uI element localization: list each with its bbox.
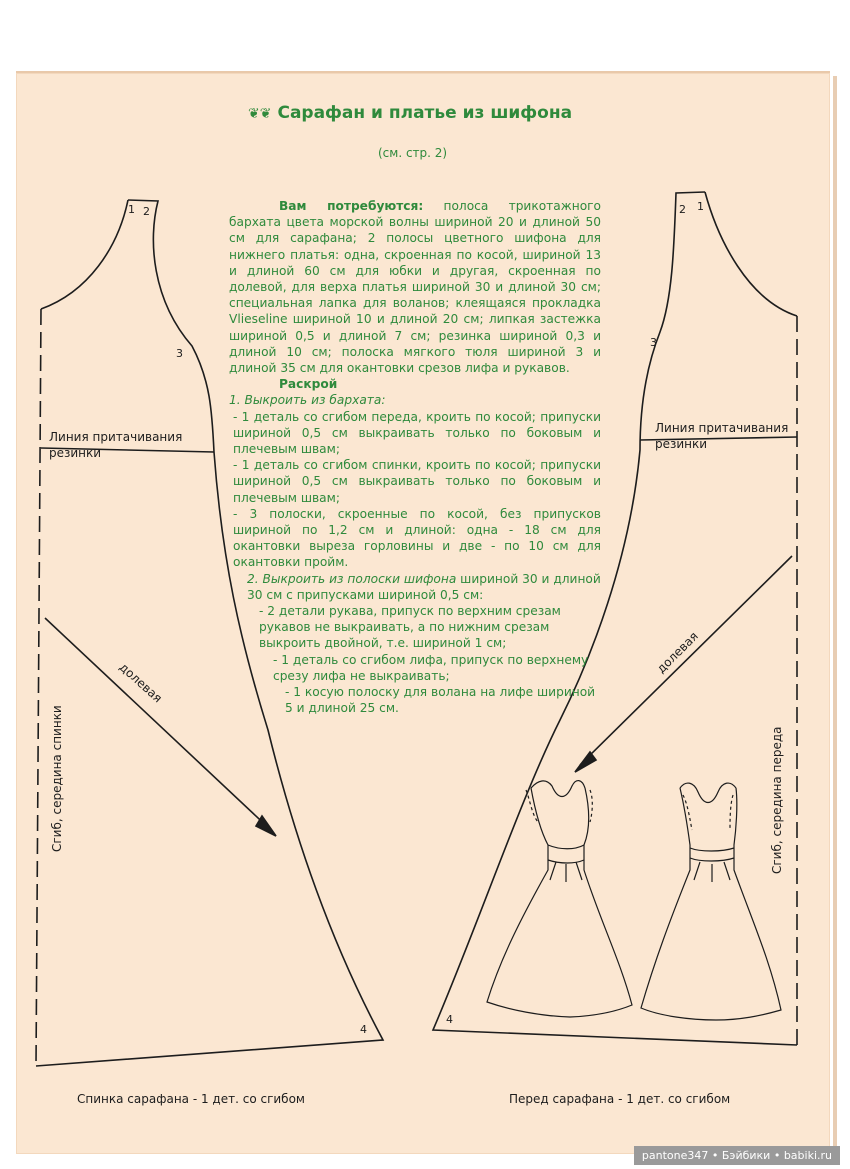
cutting-item4: - 2 детали рукава, припуск по верхним срезам рукавов не выкраивать, а по нижним срезам выкроить двойной, т.е. шириной 1 см;: [259, 604, 561, 651]
cutting-item1: - 1 деталь со сгибом переда, кроить по косой; припуски шириной 0,5 см выкраивать только по боковым и плечевым швам;: [233, 409, 601, 457]
title-text: Сарафан и платье из шифона: [277, 103, 573, 123]
cutting-heading: Раскрой: [279, 377, 338, 392]
front-grain-arrowhead: [575, 752, 596, 772]
cutting-step2-rest: шириной 30 и длиной 30 см с припусками шириной 0,5 см:: [247, 571, 601, 602]
materials-text: полоса трикотажного бархата цвета морской волны шириной 20 и длиной 50 см для сарафана; 2 полосы цветного шифона для нижнего платья: одна, скроенная по косой, шириной 13 и длиной 60 см для юбки и другая, скроенная по долевой, для верха платья шириной 30 и длиной 30 см; специальная лапка для воланов; клеящаяся прокладка Vlieseline шириной 10 и длиной 20 см; липкая застежка шириной 0,5 и длиной 7 см; резинка шириной 0,3 и длиной 10 см; полоска мягкого тюля шириной 3 и длиной 35 см для окантовки срезов лифа и рукавов.: [229, 199, 602, 376]
front-point-2: 2: [679, 203, 686, 216]
dress-sketch-with-sleeves: [487, 781, 632, 1017]
cutting-step2-italic: 2. Выкроить из полоски шифона: [247, 571, 457, 586]
front-fold-label: Сгиб, середина переда: [770, 726, 784, 874]
materials-heading: Вам потребуются:: [279, 199, 424, 213]
instructions-text: [229, 198, 601, 717]
back-armhole-line: [41, 200, 128, 309]
back-point-3: 3: [176, 347, 183, 360]
cutting-step1: 1. Выкроить из бархата:: [229, 393, 386, 408]
front-point-4: 4: [446, 1013, 453, 1026]
front-caption: Перед сарафана - 1 дет. со сгибом: [509, 1092, 731, 1106]
front-point-3: 3: [650, 336, 657, 349]
dress-sketch-sleeveless: [641, 783, 781, 1020]
back-elastic-label-line2: резинки: [49, 446, 102, 460]
back-grain-label: долевая: [116, 660, 165, 706]
back-fold-line: [36, 309, 41, 1066]
cutting-item2: - 1 деталь со сгибом спинки, кроить по косой; припуски шириной 0,5 см выкраивать только по боковым и плечевым швам;: [233, 458, 601, 505]
back-caption: Спинка сарафана - 1 дет. со сгибом: [77, 1092, 305, 1106]
materials-paragraph: [229, 198, 601, 376]
back-point-2: 2: [143, 205, 150, 218]
front-elastic-label-line1: Линия притачивания: [655, 421, 789, 435]
cutting-item6: - 1 косую полоску для волана на лифе шириной 5 и длиной 25 см.: [285, 685, 596, 716]
cutting-item3: - 3 полоски, скроенные по косой, без припусков шириной по 1,2 см и длиной: одна - 18 см для окантовки выреза горловины и две - по 10 см для окантовки пройм.: [233, 506, 601, 570]
front-grain-label: долевая: [654, 628, 701, 676]
cutting-step2: [229, 571, 601, 603]
front-armhole-line: [705, 192, 797, 316]
back-point-4: 4: [360, 1023, 367, 1036]
page-reference: (см. стр. 2): [378, 146, 448, 160]
front-elastic-label-line2: резинки: [655, 437, 708, 451]
site-watermark: pantone347 • Бэйбики • babiki.ru: [634, 1146, 840, 1165]
page-title: [248, 103, 668, 123]
back-elastic-label-line1: Линия притачивания: [49, 430, 183, 444]
title-ornament-icon: ❦❦: [248, 106, 272, 122]
back-fold-label: Сгиб, середина спинки: [50, 705, 64, 852]
front-point-1: 1: [697, 200, 704, 213]
cutting-item5: - 1 деталь со сгибом лифа, припуск по верхнему срезу лифа не выкраивать;: [273, 652, 589, 683]
back-point-1: 1: [128, 203, 135, 216]
